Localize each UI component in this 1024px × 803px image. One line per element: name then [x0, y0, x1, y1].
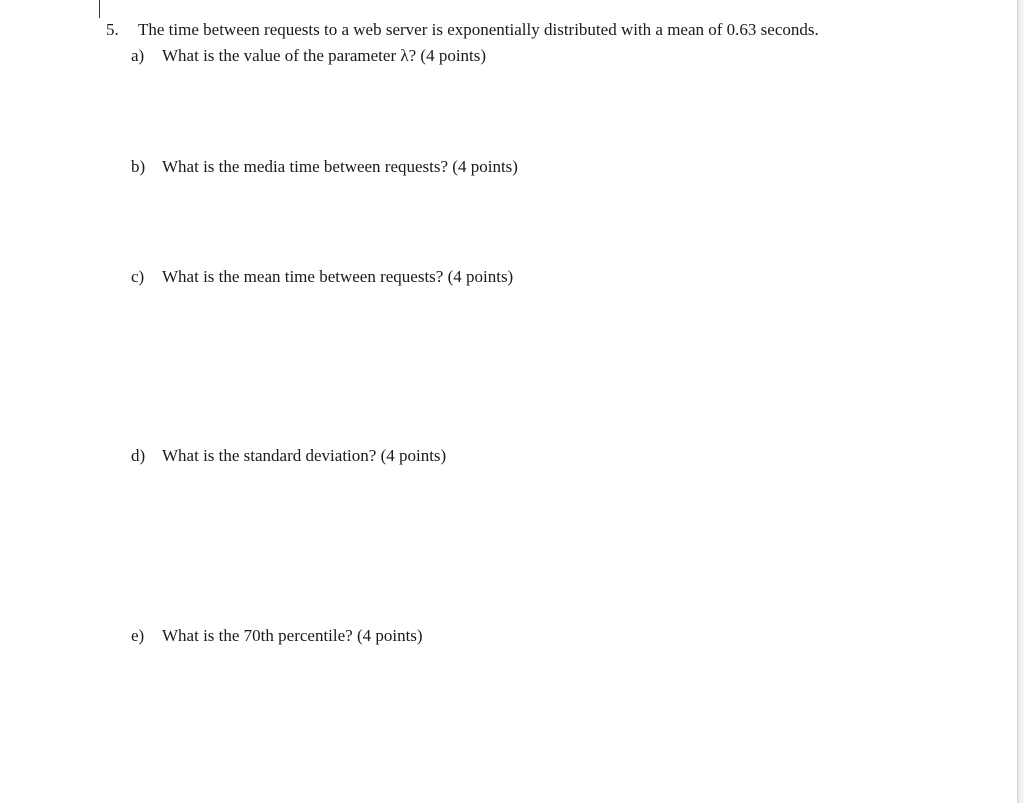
page-edge-shadow	[1018, 0, 1024, 803]
question-number: 5.	[106, 20, 119, 39]
part-label: e)	[131, 626, 145, 645]
question-text: The time between requests to a web server is exponentially distributed with a mean of 0.63 seconds.	[138, 20, 819, 39]
page-edge	[1017, 0, 1018, 803]
part-label: b)	[131, 157, 146, 176]
text-cursor	[99, 0, 100, 18]
part-text: What is the mean time between requests? (4 points)	[162, 267, 514, 286]
part-text: What is the media time between requests? (4 points)	[162, 157, 518, 176]
part-label: a)	[131, 46, 145, 65]
part-label: c)	[131, 267, 145, 286]
part-label: d)	[131, 446, 146, 465]
part-text: What is the value of the parameter λ? (4 points)	[162, 46, 487, 65]
part-text: What is the standard deviation? (4 points)	[162, 446, 447, 465]
part-text: What is the 70th percentile? (4 points)	[162, 626, 423, 645]
